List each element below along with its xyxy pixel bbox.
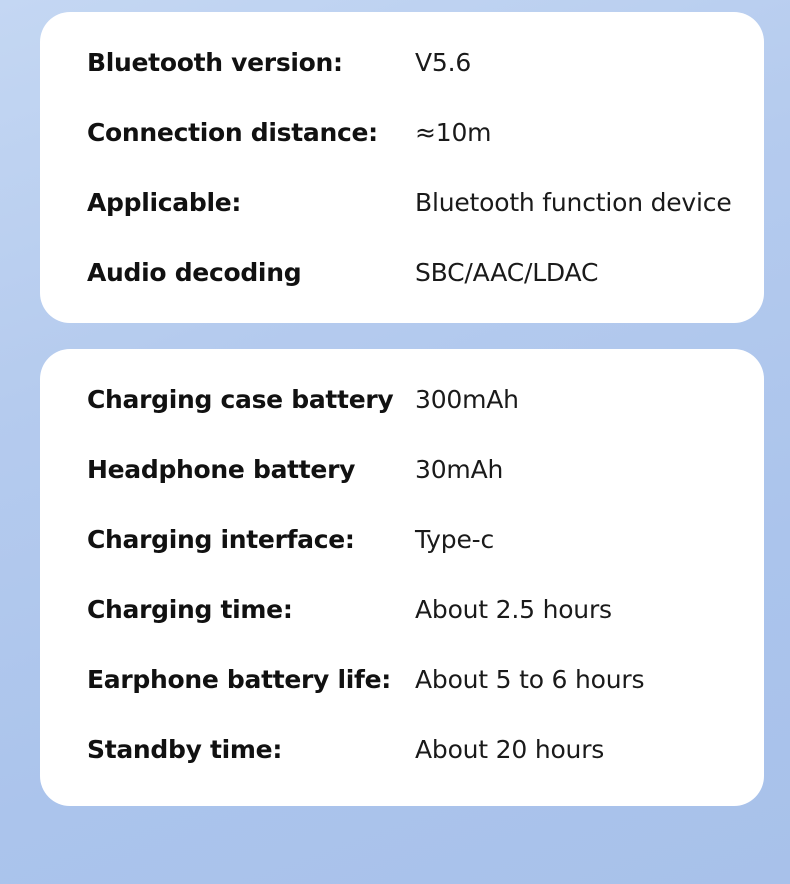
spec-row-charging-interface [87, 519, 744, 559]
spec-value: About 20 hours [415, 734, 605, 764]
spec-value: Bluetooth function device [415, 187, 732, 217]
spec-label: Charging time: [87, 594, 293, 624]
spec-value: V5.6 [415, 47, 472, 77]
spec-row-audio-decoding [87, 252, 744, 292]
spec-row-headphone-battery [87, 449, 744, 489]
spec-label: Applicable: [87, 187, 242, 217]
spec-label: Standby time: [87, 734, 283, 764]
spec-value: 300mAh [415, 384, 519, 414]
spec-row-earphone-battery-life [87, 659, 744, 699]
spec-value: Type-c [415, 524, 494, 554]
spec-value: About 5 to 6 hours [415, 664, 645, 694]
spec-label: Charging interface: [87, 524, 355, 554]
spec-value: 30mAh [415, 454, 504, 484]
spec-row-applicable [87, 182, 744, 222]
spec-value: ≈10m [415, 117, 492, 147]
spec-row-standby-time [87, 729, 744, 769]
battery-spec-card [40, 349, 764, 806]
spec-label: Charging case battery [87, 384, 394, 414]
spec-value: About 2.5 hours [415, 594, 612, 624]
spec-label: Bluetooth version: [87, 47, 343, 77]
spec-label: Audio decoding [87, 257, 302, 287]
spec-value: SBC/AAC/LDAC [415, 257, 599, 287]
spec-label: Earphone battery life: [87, 664, 391, 694]
connectivity-spec-card [40, 12, 764, 323]
spec-label: Connection distance: [87, 117, 378, 147]
spec-row-charging-case-battery [87, 379, 744, 419]
spec-row-charging-time [87, 589, 744, 629]
spec-row-connection-distance [87, 112, 744, 152]
spec-row-bluetooth-version [87, 42, 744, 82]
spec-label: Headphone battery [87, 454, 356, 484]
